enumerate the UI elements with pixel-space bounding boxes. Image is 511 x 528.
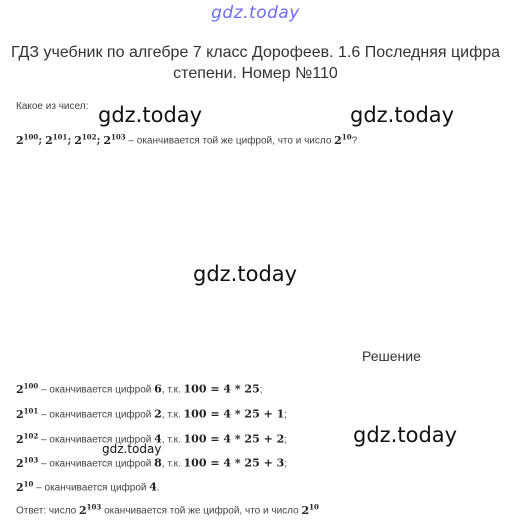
task-question: Какое из чисел: bbox=[16, 101, 89, 112]
watermark: gdz.today bbox=[350, 103, 455, 127]
page-title: ГДЗ учебник по алгебре 7 класс Дорофеев. 1.6 Последняя цифра степени. Номер №110 bbox=[10, 44, 501, 82]
solution-label: Решение bbox=[362, 348, 421, 364]
watermark: gdz.today bbox=[353, 423, 458, 447]
solution-line: $2^{102}$ – оканчивается цифрой 4, т.к. 100 = 4 * 25 + 2; bbox=[16, 431, 288, 446]
solution-line: $2^{100}$ – оканчивается цифрой 6, т.к. 100 = 4 * 25; bbox=[16, 381, 263, 396]
solution-line: $2^{10}$ – оканчивается цифрой 4. bbox=[16, 479, 160, 494]
task-statement: $2^{100}$; $2^{101}$; $2^{102}$; $2^{103}$ – оканчивается той же цифрой, что и число $2^{10}$? bbox=[16, 132, 358, 147]
watermark: gdz.today bbox=[98, 103, 203, 127]
answer-line: Ответ: число $2^{103}$ оканчивается той же цифрой, что и число $2^{10}$ bbox=[16, 502, 319, 517]
solution-line: $2^{101}$ – оканчивается цифрой 2, т.к. 100 = 4 * 25 + 1; bbox=[16, 406, 288, 421]
solution-line: $2^{103}$ – оканчивается цифрой 8, т.к. 100 = 4 * 25 + 3; bbox=[16, 455, 288, 470]
watermark: gdz.today bbox=[193, 262, 298, 286]
site-logo[interactable]: gdz.today bbox=[211, 3, 300, 23]
watermark: gdz.today bbox=[102, 442, 162, 456]
